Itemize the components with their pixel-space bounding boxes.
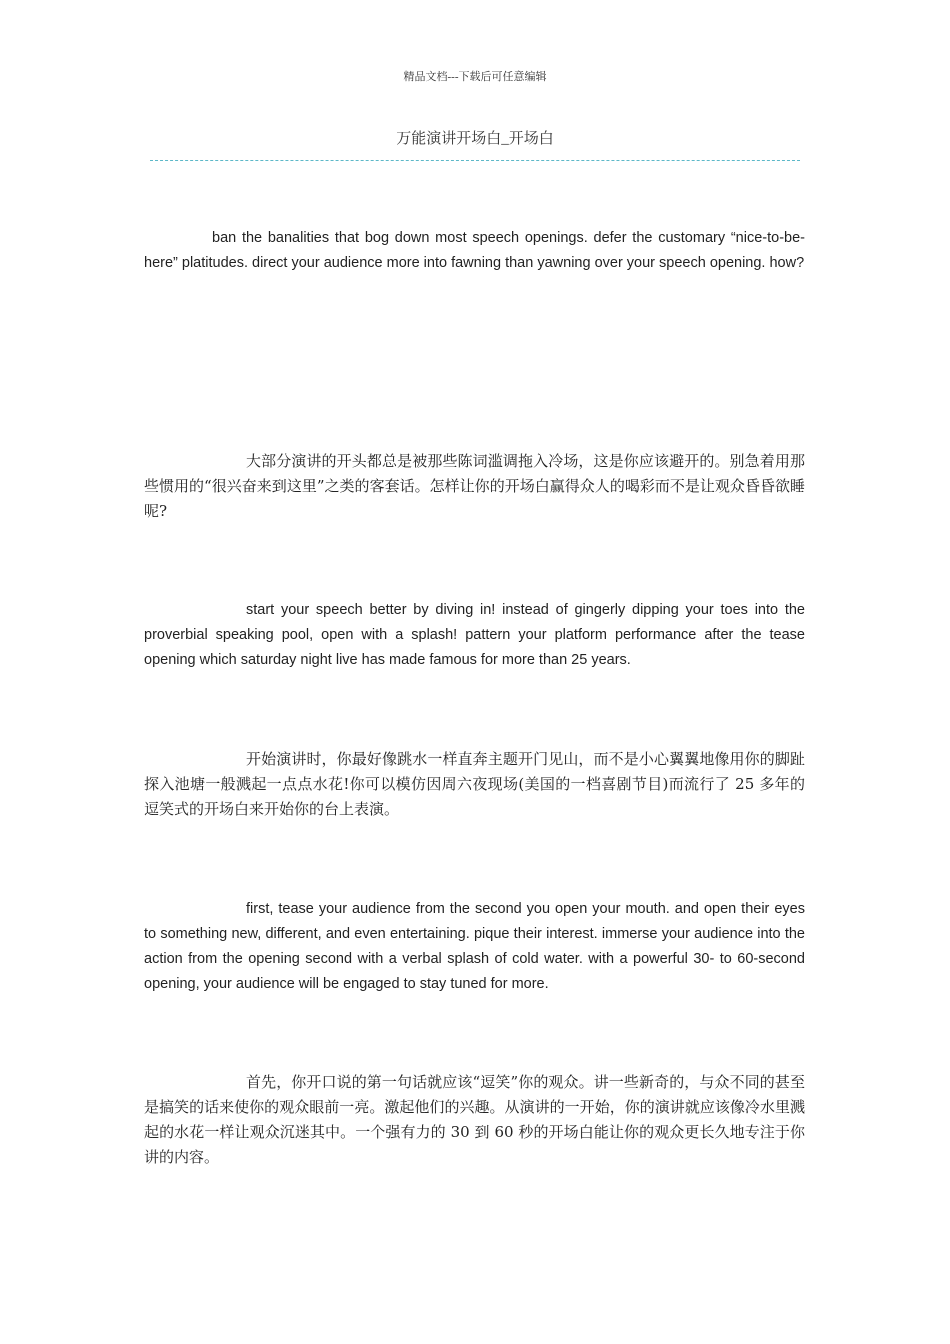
paragraph-en-3: first, tease your audience from the second you open your mouth. and open their eyes to something new, different, and even entertaining. pique their interest. immerse your audience into the action from the opening second with a verbal splash of cold water. with a powerful 30- to 60-second opening, your audience will be engaged to stay tuned for more.	[144, 901, 805, 992]
paragraph-en-1: ban the banalities that bog down most speech openings. defer the customary “nice-to-be-here” platitudes. direct your audience more into fawning than yawning over your speech opening. how?	[144, 230, 805, 271]
paragraph-zh-3: 首先，你开口说的第一句话就应该“逗笑”你的观众。讲一些新奇的，与众不同的甚至是搞笑的话来使你的观众眼前一亮。激起他们的兴趣。从演讲的一开始，你的演讲就应该像冷水里溅起的水花一样让观众沉迷其中。一个强有力的 30 到 60 秒的开场白能让你的观众更长久地专注于你讲的内容。	[144, 1073, 805, 1166]
title-divider	[150, 160, 800, 161]
header-note: 精品文档---下载后可任意编辑	[403, 71, 547, 83]
document-title: 万能演讲开场白_开场白	[396, 131, 554, 147]
paragraph-zh-1: 大部分演讲的开头都总是被那些陈词滥调拖入冷场，这是你应该避开的。别急着用那些惯用的“很兴奋来到这里”之类的客套话。怎样让你的开场白赢得众人的喝彩而不是让观众昏昏欲睡呢?	[144, 452, 805, 520]
paragraph-zh-2: 开始演讲时，你最好像跳水一样直奔主题开门见山，而不是小心翼翼地像用你的脚趾探入池塘一般溅起一点点水花!你可以模仿因周六夜现场(美国的一档喜剧节目)而流行了 25 多年的逗笑式的开场白来开始你的台上表演。	[144, 750, 805, 818]
paragraph-en-2: start your speech better by diving in! instead of gingerly dipping your toes into the proverbial speaking pool, open with a splash! pattern your platform performance after the tease opening which saturday night live has made famous for more than 25 years.	[144, 602, 805, 668]
